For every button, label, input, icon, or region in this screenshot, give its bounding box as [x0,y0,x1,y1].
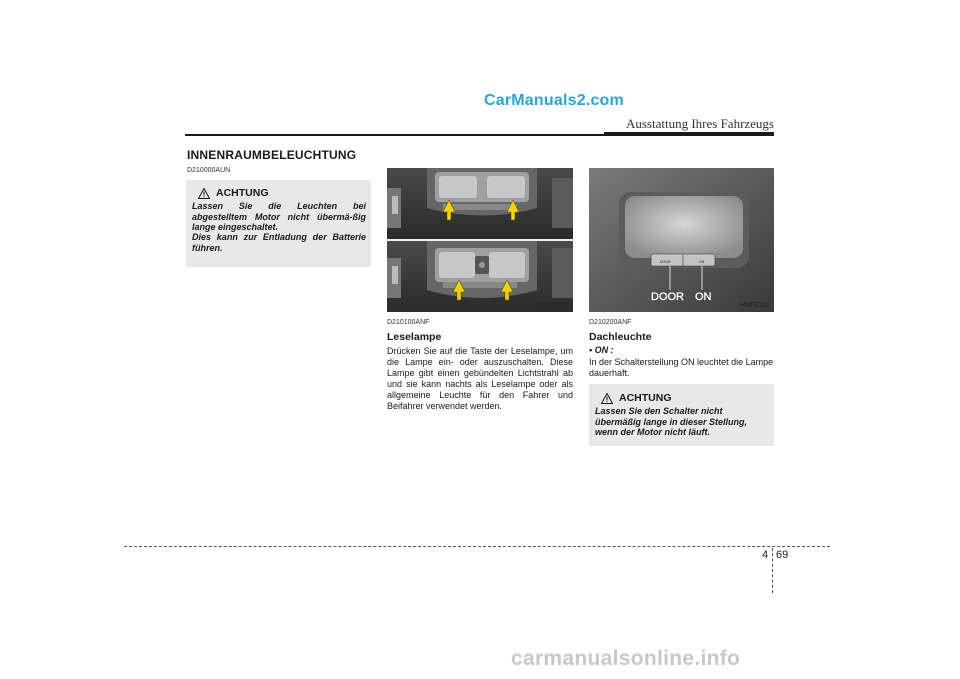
page-number-divider [772,548,773,593]
warning-triangle-icon [198,188,210,199]
page-title: INNENRAUMBELEUCHTUNG [187,148,357,162]
body-paragraph: Drücken Sie auf die Taste der Leselampe, um die Lampe ein- oder auszuschalten. Diese Lampe gibt einen gebündelten Lichtstrahl ab und sie kann nachts als Leselampe oder als allgemeine Leuchte für den Fahrer und Beifahrer verwendet werden. [387,346,573,411]
section-code: D210100ANF [387,319,430,326]
warning-title: ACHTUNG [216,187,269,199]
watermark-carmanualsonline: carmanualsonline.info [511,647,741,670]
warning-header [601,392,672,404]
warning-triangle-icon [601,393,613,404]
warning-text: Lassen Sie den Schalter nicht übermäßig lange in dieser Stellung, wenn der Motor nicht läuft. [595,406,748,437]
section-code: D210000AUN [187,167,231,174]
warning-text-1: Lassen Sie die Leuchten bei abgestelltem Motor nicht übermä-ßig lange eingeschaltet. [192,201,366,232]
watermark-carmanuals2: CarManuals2.com [484,92,624,109]
subsection-title: Dachleuchte [589,331,652,343]
section-header: Ausstattung Ihres Fahrzeugs [625,116,774,131]
reading-lamp-photo [387,168,573,312]
switch-label-door: DOOR [660,260,671,264]
warning-box [589,384,774,446]
warning-header [198,187,269,199]
switch-label-on: ON [699,260,705,264]
footer-rule [124,546,830,547]
subsection-title: Leselampe [387,331,442,343]
label-on: ON [695,291,712,303]
chapter-number: 4 [762,549,769,561]
body-paragraph: In der Schalterstellung ON leuchtet die Lampe dauerhaft. [589,357,774,378]
image-code: HNF2109 [537,302,567,309]
warning-box [186,180,371,267]
image-code: HNF2110 [740,302,770,309]
label-door: DOOR [651,291,684,303]
section-code: D210200ANF [589,319,632,326]
dome-lamp-illustration [589,168,774,312]
page-number: 69 [776,549,789,561]
warning-text-2: Dies kann zur Entladung der Batterie führen. [192,232,366,253]
header-rule-accent [604,132,774,136]
reading-lamp-illustration [387,168,573,312]
dome-lamp-photo [589,168,774,312]
warning-title: ACHTUNG [619,392,672,404]
bullet-label: • ON : [589,345,614,355]
